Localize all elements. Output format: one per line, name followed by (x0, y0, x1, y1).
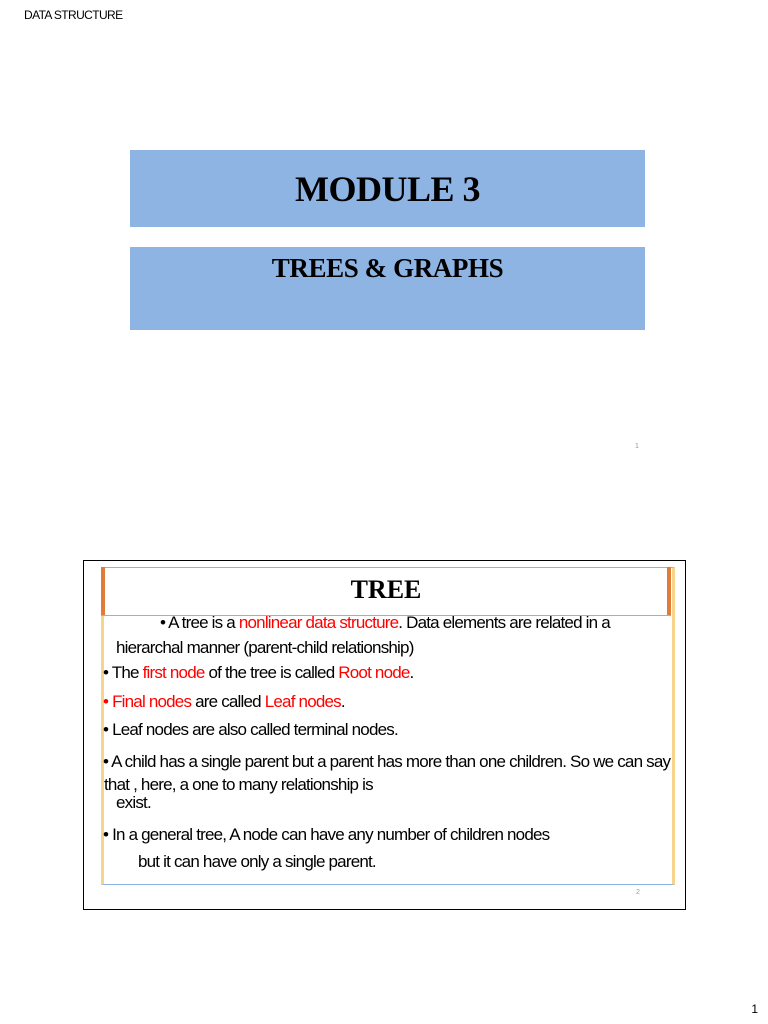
slide1-title-box (130, 150, 645, 227)
bullet-line-1 (160, 613, 610, 633)
bullet-text: of the tree is called (204, 663, 339, 682)
bullet-text: are called (191, 692, 265, 711)
highlight-final-nodes: • Final nodes (103, 692, 192, 711)
document-header: DATA STRUCTURE (24, 8, 123, 22)
highlight-root-node: Root node (338, 663, 410, 682)
slide2-number: 2 (636, 889, 640, 896)
bullet-line-5a: • A child has a single parent but a parent has more than one children. So we can say (103, 752, 671, 771)
bullet-line-3 (103, 692, 345, 712)
slide1-subtitle: TREES & GRAPHS (271, 253, 504, 283)
bullet-text: . Data elements are related in a (398, 613, 610, 632)
slide2-title-bar (101, 567, 671, 616)
highlight-leaf-nodes: Leaf nodes (264, 692, 341, 711)
bullet-text: . (340, 692, 345, 711)
slide1-number: 1 (635, 443, 639, 450)
bullet-line-5b: that , here, a one to many relationship is (104, 775, 373, 794)
bullet-text: . (409, 663, 414, 682)
bullet-line-4: • Leaf nodes are also called terminal nodes. (103, 720, 398, 739)
bullet-text: • The (103, 663, 143, 682)
bullet-line-6b: but it can have only a single parent. (138, 852, 376, 871)
bullet-line-5c: exist. (116, 793, 151, 812)
slide2-title: TREE (350, 575, 422, 604)
slide2-frame (83, 560, 686, 910)
highlight-nonlinear: nonlinear data structure (238, 613, 399, 632)
bullet-line-2 (103, 663, 413, 683)
page-number: 1 (751, 1002, 758, 1016)
highlight-first-node: first node (142, 663, 205, 682)
bullet-line-6a: • In a general tree, A node can have any number of children nodes (103, 825, 550, 844)
bullet-text: • A tree is a (160, 613, 239, 632)
slide1-title: MODULE 3 (295, 168, 480, 209)
bullet-line-1b: hierarchal manner (parent-child relationship) (116, 638, 414, 657)
slide1-subtitle-box (130, 247, 645, 330)
